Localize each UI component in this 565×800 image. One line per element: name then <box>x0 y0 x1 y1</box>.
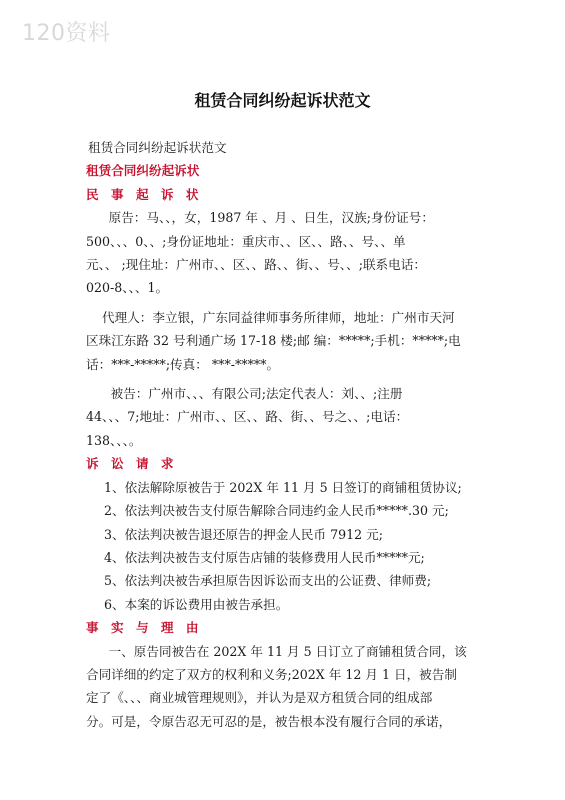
page-title: 租赁合同纠纷起诉状范文 <box>194 91 371 110</box>
text-line: 44、、、7;地址：广州市、、区、、路、街、、号之、、;电话： <box>86 409 409 425</box>
text-line: 500、、、0、、;身份证地址：重庆市、、区、、路、、号、、单 <box>86 233 406 249</box>
text-line: 合同详细的约定了双方的权利和义务;202X 年 12 月 1 日，被告制 <box>86 666 457 682</box>
document-body <box>86 136 484 733</box>
defendant-block <box>86 382 484 452</box>
list-item: 5、依法判决被告承担原告因诉讼而支出的公证费、律师费; <box>104 573 432 589</box>
list-item: 4、依法判决被告支付原告店铺的装修费用人民币*****元; <box>104 549 425 565</box>
plaintiff-block-cont <box>86 230 484 300</box>
facts-block <box>86 640 484 734</box>
text-line: 原告：马、、，女，1987 年 、月 、日生，汉族;身份证号： <box>96 210 434 226</box>
text-line: 分。可是，令原告忍无可忍的是，被告根本没有履行合同的承诺， <box>86 713 452 729</box>
section-heading-facts: 事 实 与 理 由 <box>86 620 203 636</box>
list-item: 1、依法解除原被告于 202X 年 11 月 5 日签订的商铺租赁协议; <box>104 479 462 495</box>
text-line: 元、、 ;现住址：广州市、、区、、路、、街、、号、、;联系电话： <box>86 257 426 273</box>
plaintiff-block <box>86 206 484 229</box>
claims-list <box>86 476 484 616</box>
text-line: 138、、、。 <box>86 432 142 448</box>
section-heading-main: 租赁合同纠纷起诉状 <box>86 163 200 179</box>
watermark-logo: 120资料 <box>22 21 111 46</box>
text-line: 区珠江东路 32 号利通广场 17-18 楼;邮 编：*****;手机：*****;电 <box>86 333 461 349</box>
text-line: 被告：广州市、、、有限公司;法定代表人：刘、、;注册 <box>98 386 403 402</box>
list-item: 6、本案的诉讼费用由被告承担。 <box>104 596 289 612</box>
agent-block <box>86 306 484 376</box>
text-line: 一、原告同被告在 202X 年 11 月 5 日订立了商铺租赁合同，该 <box>96 643 467 659</box>
list-item: 2、依法判决被告支付原告解除合同违约金人民币*****.30 元; <box>104 503 449 519</box>
text-line: 定了《、、、商业城管理规则》，并认为是双方租赁合同的组成部 <box>86 690 433 706</box>
text-line: 代理人：李立银，广东同益律师事务所律师，地址：广州市天河 <box>102 309 455 325</box>
text-line: 话：***-*****;传真： ***-*****。 <box>86 356 280 372</box>
section-heading-civil-complaint: 民 事 起 诉 状 <box>86 186 203 202</box>
list-item: 3、依法判决被告退还原告的押金人民币 7912 元; <box>104 526 383 542</box>
subtitle: 租赁合同纠纷起诉状范文 <box>88 140 227 155</box>
text-line: 020-8、、、1。 <box>86 280 169 296</box>
section-heading-claims: 诉 讼 请 求 <box>86 456 178 472</box>
